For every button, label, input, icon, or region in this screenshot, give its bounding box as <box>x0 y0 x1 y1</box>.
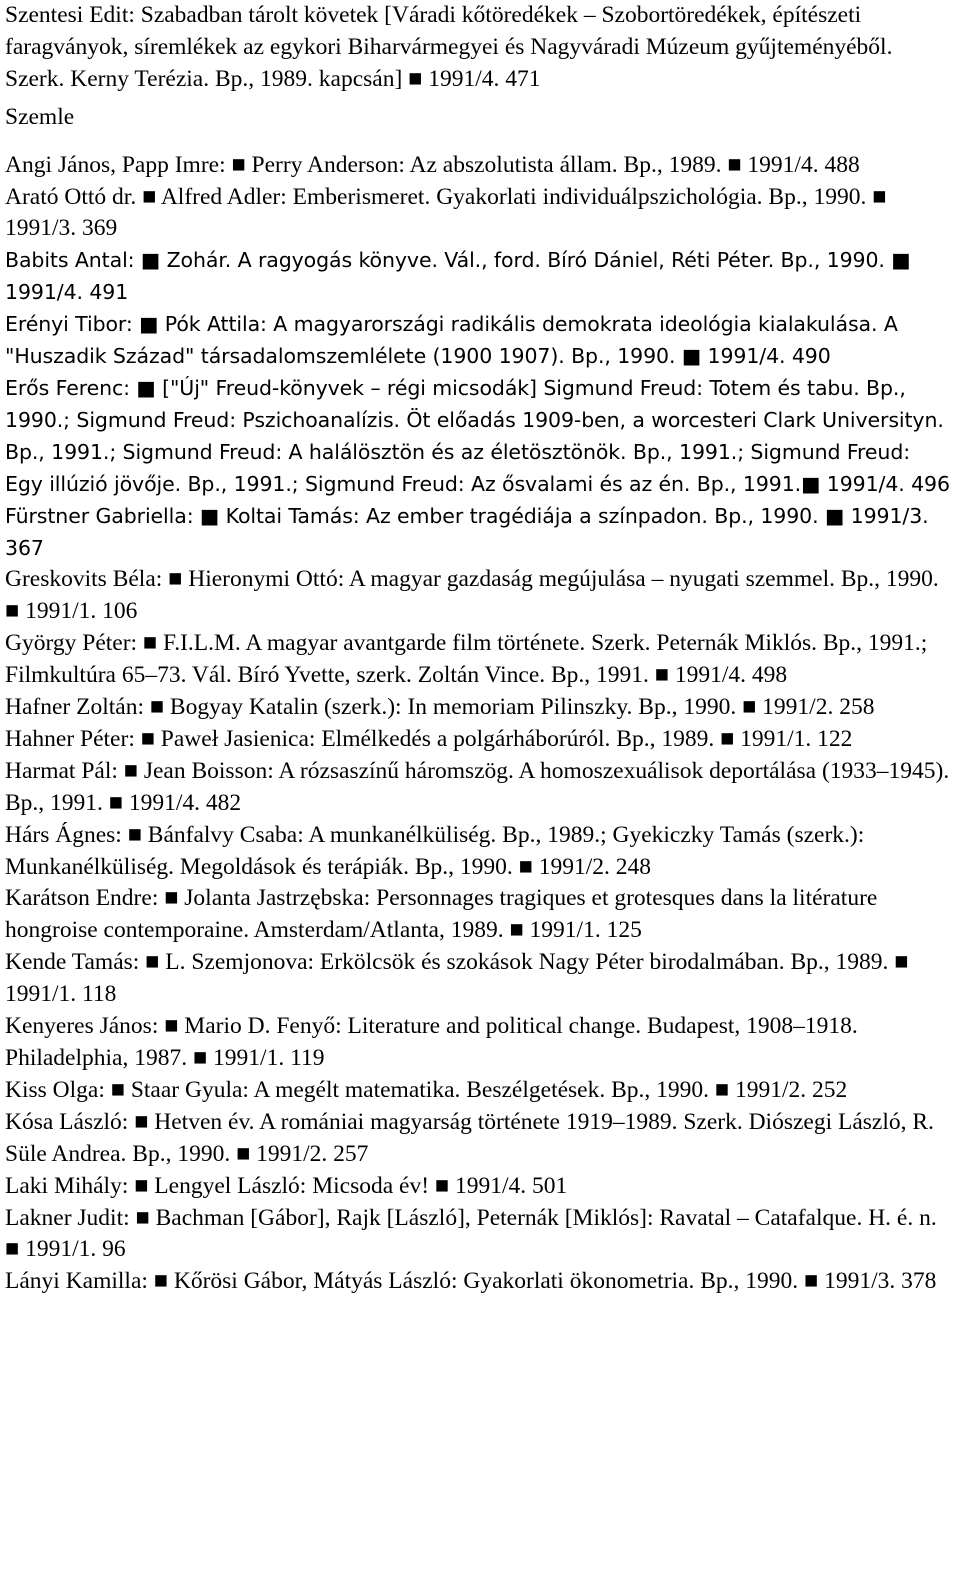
review-entry: Fürstner Gabriella: ■ Koltai Tamás: Az ember tragédiája a színpadon. Bp., 1990. ■ 1991/3. 367 <box>5 503 929 560</box>
review-entry: Hárs Ágnes: ■ Bánfalvy Csaba: A munkanélküliség. Bp., 1989.; Gyekiczky Tamás (szerk.): Munkanélküliség. Megoldások és terápiák. Bp., 1990. ■ 1991/2. 248 <box>5 821 865 880</box>
review-entry: Babits Antal: ■ Zohár. A ragyogás könyve. Vál., ford. Bíró Dániel, Réti Péter. Bp., 1990. ■ 1991/4. 491 <box>5 248 911 305</box>
review-entry: Hahner Péter: ■ Paweł Jasienica: Elmélkedés a polgárháborúról. Bp., 1989. ■ 1991/1. 122 <box>5 725 853 752</box>
review-entry: Karátson Endre: ■ Jolanta Jastrzębska: Personnages tragiques et grotesques dans la litérature hongroise contemporaine. Amsterdam/Atlanta, 1989. ■ 1991/1. 125 <box>5 885 878 944</box>
review-entry: György Péter: ■ F.I.L.M. A magyar avantgarde film története. Szerk. Peternák Miklós. Bp., 1991.; Filmkultúra 65–73. Vál. Bíró Yvette, szerk. Zoltán Vince. Bp., 1991. ■ 1991/4. 498 <box>5 630 928 689</box>
review-entry: Laki Mihály: ■ Lengyel László: Micsoda év! ■ 1991/4. 501 <box>5 1172 568 1199</box>
review-entry: Kende Tamás: ■ L. Szemjonova: Erkölcsök és szokások Nagy Péter birodalmában. Bp., 1989. ■ 1991/1. 118 <box>5 949 909 1008</box>
review-entry: Erős Ferenc: ■ ["Új" Freud-könyvek – régi micsodák] Sigmund Freud: Totem és tabu. Bp., 1990.; Sigmund Freud: Pszichoanalízis. Öt előadás 1909-ben, a worcesteri Clark Universityn. Bp., 1991.; Sigmund Freud: A halálösztön és az életösztönök. Bp., 1991.; Sigmund Freud: Egy illúzió jövője. Bp., 1991.; Sigmund Freud: Az ősvalami és az én. Bp., 1991.■ 1991/4. 496 <box>5 375 950 496</box>
review-entry: Kiss Olga: ■ Staar Gyula: A megélt matematika. Beszélgetések. Bp., 1990. ■ 1991/2. 252 <box>5 1076 848 1103</box>
review-entry: Greskovits Béla: ■ Hieronymi Ottó: A magyar gazdaság megújulása – nyugati szemmel. Bp., 1990. ■ 1991/1. 106 <box>5 566 939 625</box>
section-title: Szemle <box>5 103 75 130</box>
review-entry: Hafner Zoltán: ■ Bogyay Katalin (szerk.): In memoriam Pilinszky. Bp., 1990. ■ 1991/2. 258 <box>5 694 875 721</box>
review-entry: Angi János, Papp Imre: ■ Perry Anderson: Az abszolutista állam. Bp., 1989. ■ 1991/4. 488 <box>5 151 860 178</box>
review-entry: Arató Ottó dr. ■ Alfred Adler: Emberismeret. Gyakorlati individuálpszichológia. Bp., 1990. ■ 1991/3. 369 <box>5 183 887 242</box>
review-entry: Lakner Judit: ■ Bachman [Gábor], Rajk [László], Peternák [Miklós]: Ravatal – Catafalque. H. é. n. ■ 1991/1. 96 <box>5 1204 937 1263</box>
review-entry: Erényi Tibor: ■ Pók Attila: A magyarországi radikális demokrata ideológia kialakulása. A "Huszadik Század" társadalomszemlélete (1900 1907). Bp., 1990. ■ 1991/4. 490 <box>5 312 898 369</box>
review-entry: Lányi Kamilla: ■ Kőrösi Gábor, Mátyás László: Gyakorlati ökonometria. Bp., 1990. ■ 1991/3. 378 <box>5 1268 937 1295</box>
intro-entry: Szentesi Edit: Szabadban tárolt követek [Váradi kőtöredékek – Szobortöredékek, építészeti faragványok, síremlékek az egykori Biharvármegyei és Nagyváradi Múzeum gyűjteményéből. Szerk. Kerny Terézia. Bp., 1989. kapcsán] ■ 1991/4. 471 <box>5 2 893 92</box>
review-entry: Harmat Pál: ■ Jean Boisson: A rózsaszínű háromszög. A homoszexuálisok deportálása (1933–1945). Bp., 1991. ■ 1991/4. 482 <box>5 757 950 816</box>
review-entry: Kósa László: ■ Hetven év. A romániai magyarság története 1919–1989. Szerk. Diószegi László, R. Süle Andrea. Bp., 1990. ■ 1991/2. 257 <box>5 1108 934 1167</box>
review-entry: Kenyeres János: ■ Mario D. Fenyő: Literature and political change. Budapest, 1908–1918. Philadelphia, 1987. ■ 1991/1. 119 <box>5 1013 858 1071</box>
